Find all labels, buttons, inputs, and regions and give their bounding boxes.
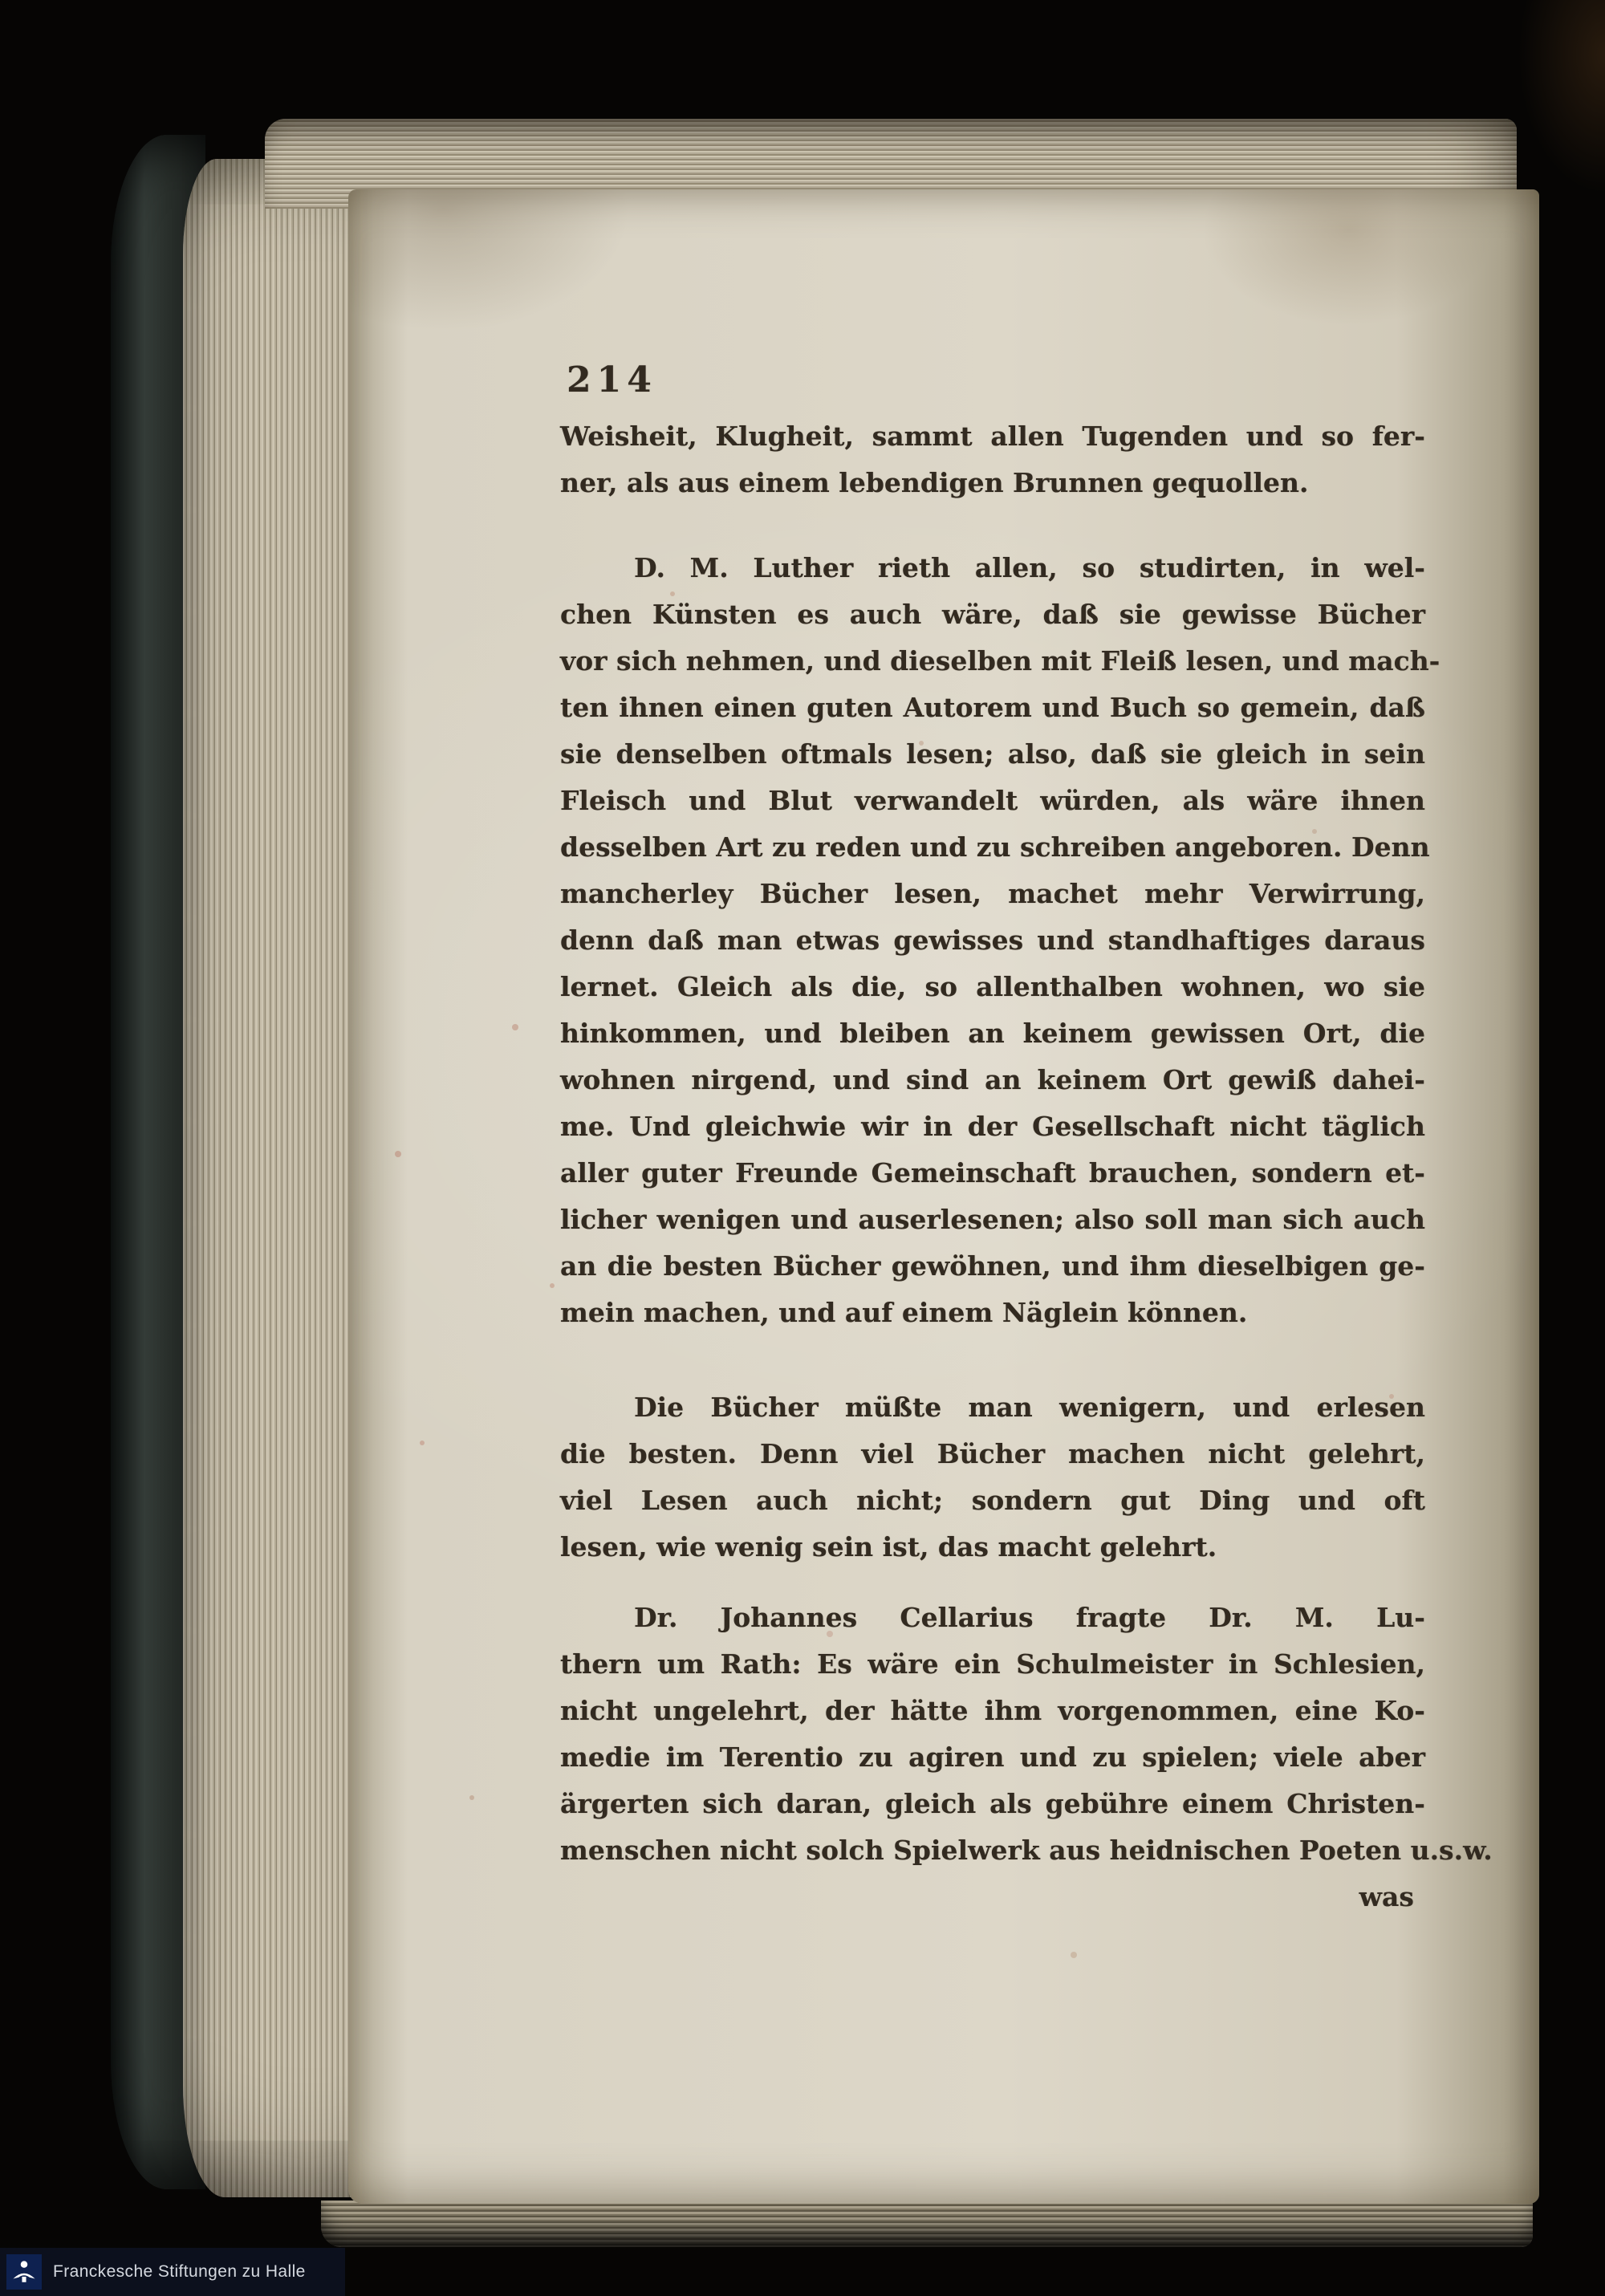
catchword: was [1359, 1881, 1414, 1912]
paragraph [560, 1595, 1493, 1874]
text-line: nicht ungelehrt, der hätte ihm vorgenommen, eine Ko- [560, 1695, 1425, 1726]
foxing-specks [348, 189, 351, 193]
page-text [560, 357, 1493, 1920]
text-line: die besten. Denn viel Bücher machen nicht gelehrt, [560, 1438, 1425, 1469]
text-line: menschen nicht solch Spielwerk aus heidnischen Poeten u.s.w. [560, 1835, 1493, 1866]
paragraph [560, 413, 1425, 506]
text-line: desselben Art zu reden und zu schreiben angeboren. Denn [560, 831, 1430, 863]
paragraph [560, 545, 1440, 1336]
page-number: 214 [567, 360, 657, 400]
franckesche-emblem-icon [6, 2254, 42, 2290]
text-line: thern um Rath: Es wäre ein Schulmeister in Schlesien, [560, 1648, 1425, 1680]
text-line: an die besten Bücher gewöhnen, und ihm dieselbigen ge- [560, 1250, 1425, 1282]
text-line: viel Lesen auch nicht; sondern gut Ding und oft [560, 1485, 1425, 1516]
text-line: chen Künsten es auch wäre, daß sie gewisse Bücher [560, 599, 1425, 630]
text-line: Fleisch und Blut verwandelt würden, als wäre ihnen [560, 785, 1425, 816]
text-line: Die Bücher müßte man wenigern, und erlesen [634, 1392, 1425, 1423]
text-line: ner, als aus einem lebendigen Brunnen gequollen. [560, 467, 1309, 498]
text-line: wohnen nirgend, und sind an keinem Ort gewiß dahei- [560, 1064, 1425, 1095]
paragraph [560, 1384, 1425, 1571]
text-line: denn daß man etwas gewisses und standhaftiges daraus [560, 924, 1425, 956]
text-line: vor sich nehmen, und dieselben mit Fleiß lesen, und mach- [560, 645, 1440, 677]
page-stack-bottom-edge [321, 2201, 1533, 2247]
text-line: lernet. Gleich als die, so allenthalben wohnen, wo sie [560, 971, 1425, 1002]
text-line: ten ihnen einen guten Autorem und Buch so gemein, daß [560, 692, 1425, 723]
text-line: D. M. Luther rieth allen, so studirten, in wel- [634, 552, 1425, 583]
text-line: lesen, wie wenig sein ist, das macht gelehrt. [560, 1531, 1217, 1562]
text-line: ärgerten sich daran, gleich als gebühre einem Christen- [560, 1788, 1425, 1819]
institution-watermark [0, 2248, 345, 2296]
text-line: Weisheit, Klugheit, sammt allen Tugenden und so fer- [560, 421, 1425, 452]
text-line: sie denselben oftmals lesen; also, daß sie gleich in sein [560, 738, 1425, 770]
text-line: medie im Terentio zu agiren und zu spielen; viele aber [560, 1741, 1425, 1773]
text-line: mancherley Bücher lesen, machet mehr Verwirrung, [560, 878, 1425, 909]
text-line: licher wenigen und auserlesenen; also soll man sich auch [560, 1204, 1425, 1235]
text-line: me. Und gleichwie wir in der Gesellschaft nicht täglich [560, 1111, 1425, 1142]
text-line: aller guter Freunde Gemeinschaft brauchen, sondern et- [560, 1157, 1425, 1189]
institution-name: Franckesche Stiftungen zu Halle [53, 2262, 306, 2281]
text-line: hinkommen, und bleiben an keinem gewissen Ort, die [560, 1018, 1425, 1049]
text-line: Dr. Johannes Cellarius fragte Dr. M. Lu- [634, 1602, 1425, 1633]
text-line: mein machen, und auf einem Näglein können. [560, 1297, 1248, 1328]
